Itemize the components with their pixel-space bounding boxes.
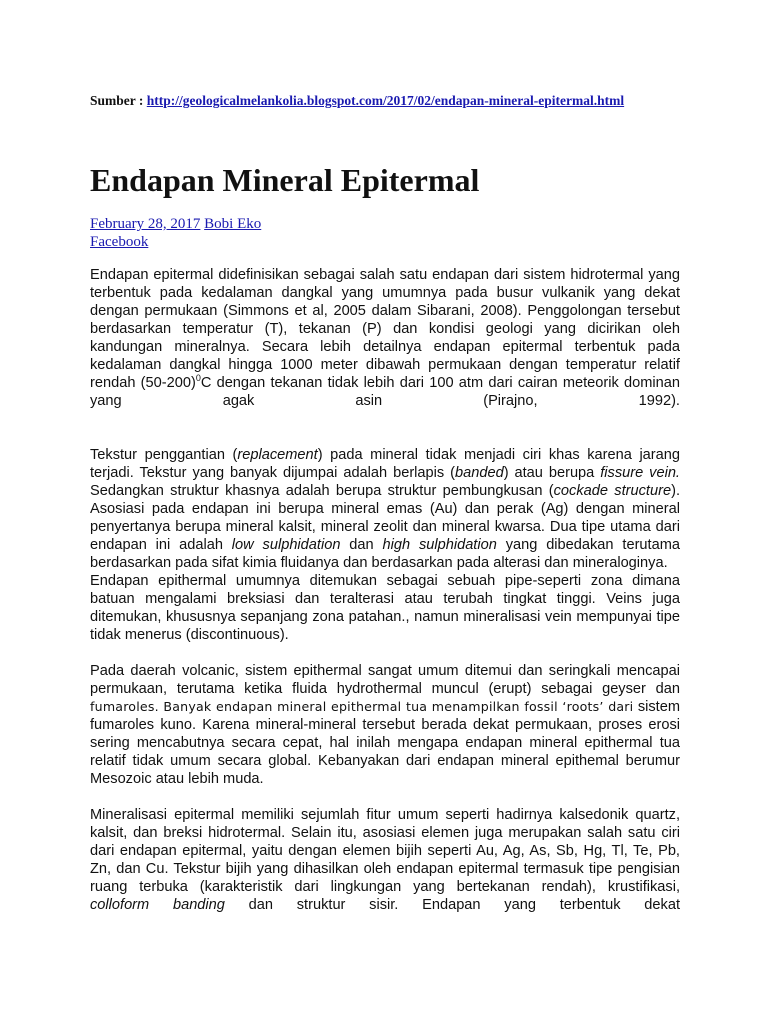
paragraph-texture	[90, 446, 680, 572]
source-link[interactable]: http://geologicalmelankolia.blogspot.com/2017/02/endapan-mineral-epitermal.html	[146, 93, 625, 108]
article-meta	[90, 215, 261, 251]
italic-term: cockade structure	[553, 483, 672, 499]
paragraph-text: yang dibedakan terutama berdasarkan pada sifat kimia fluidanya dan berdasarkan pada alterasi dan mineraloginya.	[90, 537, 680, 571]
paragraph-text: Endapan epitermal didefinisikan sebagai salah satu endapan dari sistem hidrotermal yang terbentuk pada kedalaman dangkal yang umumnya pada busur vulkanik yang dekat dengan permukaan (Simmons et al, 2005 dalam Sibarani, 2008). Penggolongan tersebut berdasarkan temperatur (T), tekanan (P) dan kondisi geologi yang dicirikan oleh kandungan mineralnya. Secara lebih detailnya endapan epitermal terbentuk pada kedalaman dangkal hingga 1000 meter dibawah permukaan dengan temperatur relatif rendah (50-200)	[90, 267, 680, 391]
post-date-link[interactable]: February 28, 2017	[90, 216, 201, 232]
paragraph-volcanic	[90, 662, 680, 788]
article-title: Endapan Mineral Epitermal	[90, 162, 480, 198]
source-label: Sumber :	[90, 93, 147, 108]
article-body	[90, 266, 680, 914]
paragraph-occurrence: Endapan epithermal umumnya ditemukan sebagai sebuah pipe-seperti zona dimana batuan mengalami breksiasi dan teralterasi atau terubah tingkat tinggi. Veins juga ditemukan, khususnya sepanjang zona patahan., namun mineralisasi vein mempunyai tipe tidak menerus (discontinuous).	[90, 573, 680, 643]
source-line	[90, 93, 624, 109]
italic-term: fissure vein.	[600, 465, 680, 481]
paragraph-text: dan	[340, 537, 383, 553]
paragraph-text: fumaroles. Banyak endapan mineral epithermal tua menampilkan fossil ‘roots’ dari	[90, 699, 634, 714]
italic-term: low sulphidation	[231, 537, 341, 553]
paragraph-text: C dengan tekanan tidak lebih dari 100 atm dari cairan meteorik dominan yang agak asin (Pirajno, 1992).	[90, 375, 680, 409]
paragraph-text: ) pada mineral tidak menjadi ciri khas karena jarang terjadi. Tekstur yang banyak dijumpai adalah berlapis (	[90, 447, 681, 481]
italic-term: high sulphidation	[382, 537, 497, 553]
author-link[interactable]: Bobi Eko	[204, 216, 262, 232]
paragraph-text: ) atau berupa	[503, 465, 601, 481]
italic-term: banded	[455, 465, 504, 481]
paragraph-text: Mineralisasi epitermal memiliki sejumlah fitur umum seperti hadirnya kalsedonik quartz, kalsit, dan breksi hidrotermal. Selain itu, asosiasi elemen juga merupakan salah satu ciri dari endapan epitermal, yaitu dengan elemen bijih seperti Au, Ag, As, Sb, Hg, Tl, Te, Pb, Zn, dan Cu. Tekstur bijih yang dihasilkan oleh endapan epitermal termasuk tipe pengisian ruang terbuka (karakteristik dari lingkungan yang bertekanan rendah), krustifikasi,	[90, 807, 680, 895]
facebook-share-link[interactable]: Facebook	[90, 234, 149, 250]
paragraph-definition	[90, 266, 680, 410]
paragraph-text: sistem fumaroles kuno. Karena mineral-mineral tersebut berada dekat permukaan, proses erosi sering mencabutnya secara cepat, hal inilah mengapa endapan mineral epithermal tua relatif tidak umum secara global. Kebanyakan dari endapan mineral epithemal berumur Mesozoic atau lebih muda.	[90, 699, 680, 787]
paragraph-text: dan struktur sisir. Endapan yang terbentuk dekat	[224, 897, 681, 913]
paragraph-text: ). Asosiasi pada endapan ini berupa mineral emas (Au) dan perak (Ag) dengan mineral penyertanya berupa mineral kalsit, mineral zeolit dan mineral kwarsa. Dua tipe utama dari endapan ini adalah	[90, 483, 680, 553]
paragraph-text: Pada daerah volcanic, sistem epithermal sangat umum ditemui dan seringkali mencapai permukaan, terutama ketika fluida hydrothermal muncul (erupt) sebagai geyser dan	[90, 663, 680, 697]
paragraph-text: Tekstur penggantian (	[90, 447, 238, 463]
italic-term: replacement	[237, 447, 318, 463]
degree-superscript: 0	[195, 373, 201, 384]
italic-term: colloform banding	[90, 897, 225, 913]
paragraph-text: Sedangkan struktur khasnya adalah berupa struktur pembungkusan (	[90, 483, 554, 499]
paragraph-mineralization	[90, 806, 680, 914]
